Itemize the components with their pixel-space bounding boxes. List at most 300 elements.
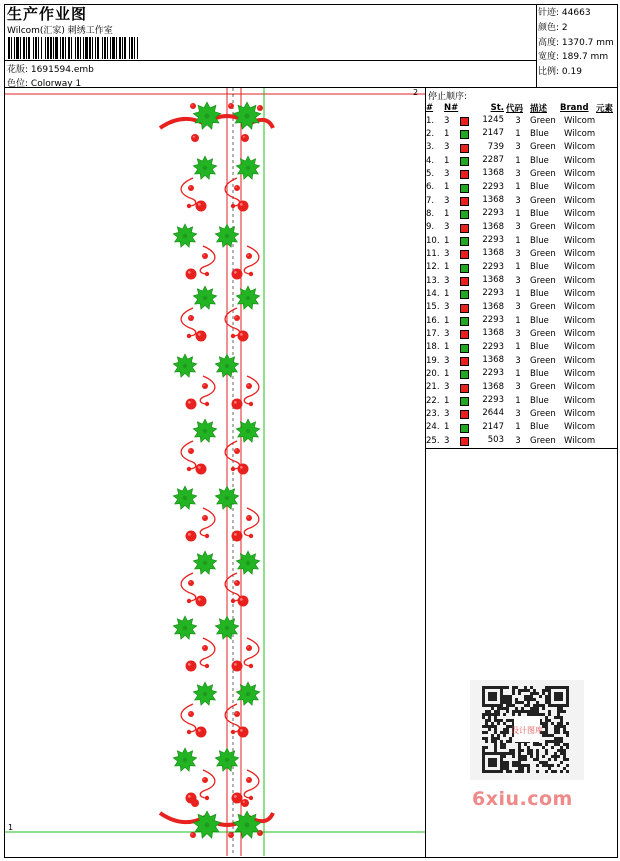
berry — [202, 383, 208, 389]
qr-module — [545, 719, 548, 722]
leaf-center — [244, 113, 249, 118]
qr-module — [524, 686, 527, 689]
barcode-bar — [92, 37, 93, 59]
qr-module — [506, 770, 509, 773]
stats-divider — [536, 4, 537, 87]
qr-module — [563, 749, 566, 752]
qr-module — [560, 761, 563, 764]
row-stitches: 1368 — [460, 327, 506, 340]
vine-curl — [200, 770, 215, 798]
row-index: 8. — [426, 208, 435, 219]
design-scale: 0.19 — [561, 67, 582, 78]
row-code: 1 — [515, 288, 521, 299]
berry-highlight — [240, 203, 243, 206]
berry — [246, 253, 252, 259]
berry-highlight — [188, 795, 191, 798]
row-brand: Wilcom — [564, 235, 596, 246]
leaf-center — [203, 561, 207, 565]
leaf-center — [225, 758, 229, 762]
qr-module — [491, 725, 494, 728]
qr-module — [542, 755, 545, 758]
qr-module — [536, 692, 539, 695]
qr-module — [548, 719, 551, 722]
color-swatch — [460, 224, 469, 233]
row-index: 14. — [426, 288, 440, 299]
leaf-center — [225, 234, 229, 238]
berry — [202, 515, 208, 521]
qr-module — [557, 728, 560, 731]
berry — [238, 201, 249, 212]
row-needle: 3 — [444, 382, 450, 393]
qr-module — [518, 749, 521, 752]
qr-module — [536, 752, 539, 755]
qr-module — [518, 713, 521, 716]
row-code: 3 — [515, 168, 521, 179]
qr-module — [500, 731, 503, 734]
row-brand: Wilcom — [564, 355, 596, 366]
berry — [234, 580, 240, 586]
row-code: 1 — [515, 395, 521, 406]
berry-highlight — [234, 533, 237, 536]
vine-curl — [244, 638, 259, 666]
row-needle: 3 — [444, 222, 450, 233]
qr-module — [506, 710, 509, 713]
table-row — [426, 181, 620, 194]
qr-module — [557, 713, 560, 716]
barcode-bar — [41, 37, 42, 59]
leaf-center — [183, 626, 187, 630]
qr-module — [482, 716, 485, 719]
qr-module — [506, 725, 509, 728]
row-stitches: 2147 — [460, 421, 506, 434]
qr-module — [530, 692, 533, 695]
qr-module — [506, 761, 509, 764]
row-description: Green — [530, 168, 556, 179]
row-brand: Wilcom — [564, 288, 596, 299]
row-code: 1 — [515, 182, 521, 193]
row-code: 1 — [515, 235, 521, 246]
row-index: 7. — [426, 195, 435, 206]
berry — [190, 832, 196, 838]
qr-module — [545, 689, 548, 692]
qr-module — [521, 710, 524, 713]
qr-module — [554, 758, 557, 761]
table-row — [426, 114, 620, 127]
leaf-center — [183, 496, 187, 500]
table-bottom-divider — [425, 448, 618, 449]
row-index: 11. — [426, 248, 440, 259]
berry-highlight — [188, 271, 191, 274]
qr-module — [563, 767, 566, 770]
berry-highlight — [189, 581, 191, 583]
color-swatch — [460, 384, 469, 393]
qr-module — [512, 710, 515, 713]
color-swatch — [460, 424, 469, 433]
leaf-center — [203, 166, 207, 170]
berry — [188, 448, 194, 454]
qr-module — [563, 725, 566, 728]
row-needle: 1 — [444, 422, 450, 433]
qr-module — [551, 734, 554, 737]
qr-module — [488, 719, 491, 722]
qr-module — [533, 689, 536, 692]
berry-highlight — [188, 663, 191, 666]
qr-module — [566, 758, 569, 761]
barcode-bar — [38, 37, 39, 59]
berry — [238, 727, 249, 738]
row-element — [596, 181, 620, 194]
row-needle: 1 — [444, 262, 450, 273]
qr-module — [500, 743, 503, 746]
row-stitches: 2293 — [460, 314, 506, 327]
qr-module — [533, 707, 536, 710]
qr-module — [527, 713, 530, 716]
qr-module — [518, 761, 521, 764]
qr-logo-badge: 设计图库 — [511, 726, 543, 735]
qr-module — [542, 764, 545, 767]
qr-module — [539, 743, 542, 746]
vine-curl — [200, 246, 215, 274]
table-row — [426, 261, 620, 274]
color-swatch — [460, 277, 469, 286]
qr-module — [563, 743, 566, 746]
table-row — [426, 221, 620, 234]
vine-curl — [244, 376, 259, 404]
color-swatch — [460, 144, 469, 153]
row-needle: 1 — [444, 208, 450, 219]
row-needle: 3 — [444, 435, 450, 446]
qr-module — [503, 743, 506, 746]
colorway-row: 色位: Colorway 1 — [7, 79, 82, 89]
row-brand: Wilcom — [564, 342, 596, 353]
berry — [202, 253, 208, 259]
qr-module — [482, 725, 485, 728]
leaf-center — [225, 496, 229, 500]
barcode-bar — [129, 37, 130, 59]
qr-module — [482, 713, 485, 716]
barcode-bar — [50, 37, 52, 59]
row-stitches: 2293 — [460, 207, 506, 220]
qr-module — [554, 728, 557, 731]
row-brand: Wilcom — [564, 368, 596, 379]
qr-module — [527, 752, 530, 755]
barcode-bar — [26, 37, 27, 59]
qr-module — [527, 698, 530, 701]
qr-module — [503, 707, 506, 710]
row-brand: Wilcom — [564, 115, 596, 126]
row-index: 21. — [426, 382, 440, 393]
qr-module — [563, 755, 566, 758]
row-stitches: 503 — [460, 434, 506, 447]
curl-dot — [205, 796, 209, 800]
qr-module — [533, 704, 536, 707]
qr-module — [509, 749, 512, 752]
berry — [234, 711, 240, 717]
color-swatch — [460, 330, 469, 339]
qr-module — [548, 710, 551, 713]
qr-module — [521, 767, 524, 770]
qr-module — [512, 686, 515, 689]
berry — [186, 399, 197, 410]
row-index: 5. — [426, 168, 435, 179]
qr-module — [506, 719, 509, 722]
qr-module — [503, 728, 506, 731]
row-index: 20. — [426, 368, 440, 379]
row-stitches: 1368 — [460, 247, 506, 260]
row-description: Green — [530, 222, 556, 233]
barcode-bar — [62, 37, 64, 59]
berry — [196, 464, 207, 475]
berry-highlight — [240, 729, 243, 732]
table-row — [426, 154, 620, 167]
table-row — [426, 274, 620, 287]
qr-module — [512, 761, 515, 764]
row-needle: 1 — [444, 182, 450, 193]
row-description: Blue — [530, 395, 549, 406]
curl-dot — [187, 467, 191, 471]
qr-module — [530, 698, 533, 701]
qr-module — [485, 740, 488, 743]
qr-module — [500, 707, 503, 710]
qr-module — [539, 695, 542, 698]
table-row — [426, 287, 620, 300]
qr-module — [554, 716, 557, 719]
qr-module — [503, 713, 506, 716]
curl-dot — [205, 402, 209, 406]
qr-module — [548, 740, 551, 743]
stop-sequence-title: 停止顺序: — [428, 92, 468, 102]
berry — [188, 315, 194, 321]
vine-curl — [181, 441, 196, 469]
qr-module — [542, 707, 545, 710]
berry — [238, 464, 249, 475]
row-index: 12. — [426, 262, 440, 273]
qr-module — [509, 695, 512, 698]
row-stitches: 2293 — [460, 261, 506, 274]
row-element — [596, 127, 620, 140]
color-swatch — [460, 130, 469, 139]
qr-module — [557, 725, 560, 728]
qr-module — [527, 701, 530, 704]
berry — [188, 580, 194, 586]
berry-highlight — [191, 104, 193, 106]
qr-module — [545, 743, 548, 746]
color-swatch — [460, 410, 469, 419]
qr-module — [548, 734, 551, 737]
barcode-bar — [137, 37, 138, 59]
barcode-bar — [53, 37, 54, 59]
qr-module — [530, 695, 533, 698]
row-brand: Wilcom — [564, 182, 596, 193]
qr-module — [527, 695, 530, 698]
curl-dot — [231, 467, 235, 471]
qr-module — [560, 707, 563, 710]
row-element — [596, 167, 620, 180]
berry-highlight — [189, 316, 191, 318]
leaf-center — [225, 626, 229, 630]
color-swatch — [460, 197, 469, 206]
barcode-bar — [97, 37, 99, 59]
qr-module — [536, 710, 539, 713]
barcode-bar — [104, 37, 106, 59]
berry-highlight — [234, 795, 237, 798]
qr-module — [563, 728, 566, 731]
qr-module — [503, 695, 506, 698]
qr-module — [557, 707, 560, 710]
row-description: Blue — [530, 208, 549, 219]
qr-module — [560, 710, 563, 713]
color-swatch — [460, 357, 469, 366]
col-brand: Brand — [560, 102, 589, 113]
row-needle: 3 — [444, 115, 450, 126]
berry — [234, 448, 240, 454]
curl-dot — [231, 599, 235, 603]
qr-module — [524, 698, 527, 701]
qr-module — [563, 731, 566, 734]
leaf-center — [203, 692, 207, 696]
berry — [228, 103, 234, 109]
qr-module — [542, 722, 545, 725]
barcode-bar — [11, 37, 12, 59]
row-element — [596, 234, 620, 247]
qr-module — [533, 698, 536, 701]
barcode-bar — [8, 37, 10, 59]
curl-dot — [187, 599, 191, 603]
qr-module — [542, 746, 545, 749]
qr-module — [515, 770, 518, 773]
qr-module — [491, 722, 494, 725]
berry-highlight — [189, 186, 191, 188]
row-needle: 1 — [444, 342, 450, 353]
row-code: 3 — [515, 435, 521, 446]
row-needle: 1 — [444, 315, 450, 326]
row-index: 15. — [426, 302, 440, 313]
qr-module — [506, 698, 509, 701]
row-index: 3. — [426, 142, 435, 153]
table-row — [426, 381, 620, 394]
curl-dot — [187, 730, 191, 734]
berry — [241, 799, 249, 807]
qr-module — [506, 686, 509, 689]
qr-module — [566, 770, 569, 773]
qr-module — [533, 743, 536, 746]
qr-module — [524, 743, 527, 746]
barcode-bar — [102, 37, 103, 59]
qr-module — [497, 710, 500, 713]
qr-module — [548, 713, 551, 716]
qr-module — [557, 755, 560, 758]
row-description: Blue — [530, 128, 549, 139]
row-stitches: 2147 — [460, 127, 506, 140]
row-brand: Wilcom — [564, 262, 596, 273]
barcode-bar — [33, 37, 34, 59]
leaf-center — [203, 296, 207, 300]
berry — [196, 201, 207, 212]
qr-module — [545, 731, 548, 734]
row-needle: 3 — [444, 302, 450, 313]
row-element — [596, 194, 620, 207]
row-stitches: 1368 — [460, 221, 506, 234]
row-code: 3 — [515, 328, 521, 339]
qr-module — [503, 752, 506, 755]
row-code: 1 — [515, 128, 521, 139]
color-swatch — [460, 250, 469, 259]
berry — [232, 531, 243, 542]
qr-module — [488, 725, 491, 728]
row-needle: 1 — [444, 288, 450, 299]
berry — [257, 105, 263, 111]
qr-module — [557, 749, 560, 752]
qr-module — [503, 698, 506, 701]
qr-module — [512, 755, 515, 758]
row-element — [596, 221, 620, 234]
qr-finder-core — [554, 692, 563, 701]
design-width: 189.7 mm — [561, 52, 609, 63]
color-swatch — [460, 397, 469, 406]
qr-module — [515, 761, 518, 764]
row-description: Green — [530, 355, 556, 366]
row-brand: Wilcom — [564, 422, 596, 433]
qr-module — [557, 743, 560, 746]
row-needle: 1 — [444, 128, 450, 139]
row-description: Green — [530, 248, 556, 259]
vine-curl — [200, 638, 215, 666]
leaf-center — [183, 364, 187, 368]
design-file-row: 花版: 1691594.emb — [7, 65, 94, 75]
barcode-bar — [116, 37, 117, 59]
qr-module — [566, 734, 569, 737]
qr-module — [557, 764, 560, 767]
berry-highlight — [258, 106, 260, 108]
berry — [246, 383, 252, 389]
berry-highlight — [189, 712, 191, 714]
berry — [186, 661, 197, 672]
qr-module — [542, 713, 545, 716]
qr-module — [494, 725, 497, 728]
qr-module — [488, 728, 491, 731]
qr-module — [518, 752, 521, 755]
qr-module — [524, 755, 527, 758]
watermark-brand: 6xiu.com — [472, 788, 573, 810]
row-stitches: 1368 — [460, 301, 506, 314]
leaf-center — [204, 822, 209, 827]
qr-module — [527, 749, 530, 752]
leaf-center — [246, 166, 250, 170]
qr-module — [485, 713, 488, 716]
qr-module — [554, 743, 557, 746]
qr-module — [494, 743, 497, 746]
barcode-bar — [83, 37, 84, 59]
row-element — [596, 154, 620, 167]
stats-panel: 针迹: 44663 颜色: 2 高度: 1370.7 mm 宽度: 189.7 mm 比例: 0.19 — [538, 8, 614, 78]
qr-module — [539, 761, 542, 764]
qr-module — [560, 752, 563, 755]
qr-module — [500, 740, 503, 743]
qr-module — [524, 710, 527, 713]
barcode-bar — [77, 37, 79, 59]
barcode-bar — [14, 37, 15, 59]
row-element — [596, 287, 620, 300]
berry-highlight — [198, 729, 201, 732]
qr-module — [497, 737, 500, 740]
row-element — [596, 301, 620, 314]
qr-module — [548, 764, 551, 767]
row-stitches: 2287 — [460, 154, 506, 167]
row-index: 25. — [426, 435, 440, 446]
qr-module — [485, 722, 488, 725]
qr-module — [485, 710, 488, 713]
row-brand: Wilcom — [564, 395, 596, 406]
